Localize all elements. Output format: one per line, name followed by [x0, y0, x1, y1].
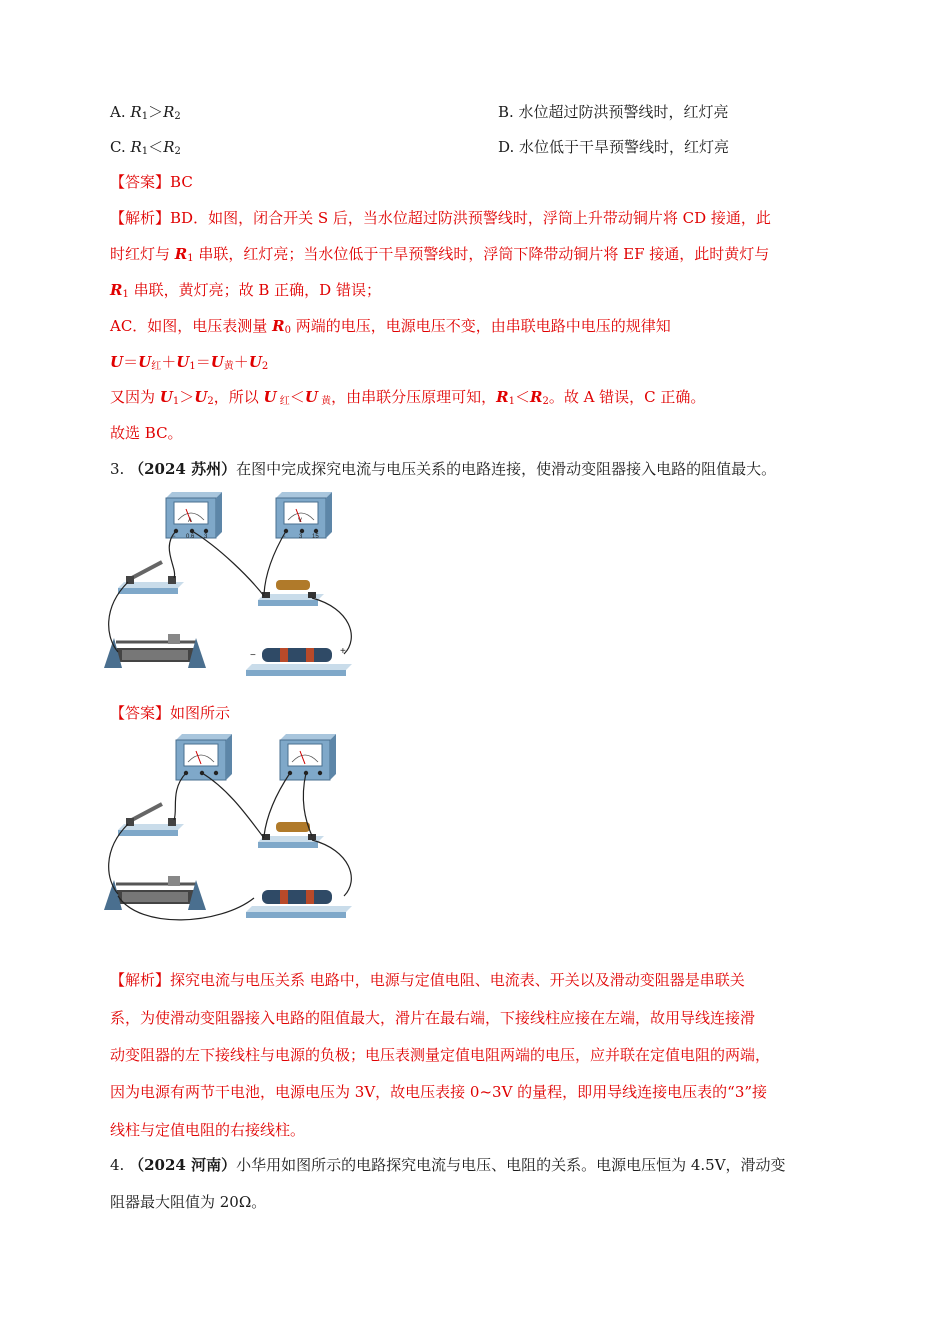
rheostat [104, 634, 206, 668]
fixed-resistor [258, 580, 324, 606]
svg-text:3: 3 [299, 534, 303, 540]
q3-question: 3. （2024 苏州）在图中完成探究电流与电压关系的电路连接，使滑动变阻器接入电路的阻值最大。 [110, 460, 777, 478]
q2-analysis-line-2: 时红灯与 $R_1$ 串联，红灯亮；当水位低于干旱预警线时，浮筒下降带动铜片将 EF 接通，此时黄灯与 [110, 245, 770, 264]
svg-text:−: − [282, 534, 286, 540]
q2-analysis-line-6: 又因为 $U_1>U_2$，所以 U 红＜U 黄，由串联分压原理可知，$R_1<R_2$。故 A 错误，C 正确。 [110, 388, 706, 407]
q4-question-line-2: 阻器最大阻值为 20Ω。 [110, 1193, 267, 1211]
q3-analysis-line-2: 系，为使滑动变阻器接入电路的阻值最大，滑片在最右端，下接线柱应接在左端，故用导线连接滑 [110, 1009, 756, 1027]
answer-battery [246, 890, 352, 918]
battery [246, 646, 352, 676]
answer-ammeter [176, 734, 232, 780]
q2-answer: 【答案】BC [110, 173, 193, 191]
option-c: C. $R_1<R_2$ [110, 138, 181, 157]
q3-analysis-line-4: 因为电源有两节干电池，电源电压为 3V，故电压表接 0~3V 的量程，即用导线连接电压表的“3”接 [110, 1083, 768, 1101]
q3-analysis-line-3: 动变阻器的左下接线柱与电源的负极；电压表测量定值电阻两端的电压，应并联在定值电阻的两端， [110, 1046, 771, 1064]
q2-analysis-line-3: $R_1$ 串联，黄灯亮；故 B 正确，D 错误； [110, 281, 381, 300]
q2-conclusion: 故选 BC。 [110, 424, 183, 442]
ammeter-unit: A [188, 518, 193, 524]
answer-voltmeter [280, 734, 336, 780]
svg-text:V: V [298, 518, 303, 524]
svg-text:3: 3 [204, 534, 208, 540]
option-a: A. $R_1>R_2$ [110, 103, 181, 122]
option-d: D. 水位低于干旱预警线时，红灯亮 [498, 138, 730, 156]
q2-equation: U＝U红$+U_1=U$黄$+U_2$ [110, 353, 269, 372]
q3-analysis-line-5: 线柱与定值电阻的右接线柱。 [110, 1121, 306, 1139]
answer-rheostat [104, 876, 206, 910]
q2-analysis-line-1: 【解析】BD．如图，闭合开关 S 后，当水位超过防洪预警线时，浮筒上升带动铜片将 CD 接通，此 [110, 209, 771, 227]
svg-text:0.6: 0.6 [186, 534, 195, 540]
q3-circuit-figure [100, 488, 370, 688]
q3-analysis-line-1: 【解析】探究电流与电压关系 电路中，电源与定值电阻、电流表、开关以及滑动变阻器是串联关 [110, 971, 745, 989]
svg-text:15: 15 [312, 534, 319, 540]
svg-text:−: − [250, 650, 256, 661]
q3-answer-circuit-figure [100, 730, 370, 930]
q4-question-line-1: 4. （2024 河南）小华用如图所示的电路探究电流与电压、电阻的关系。电源电压恒为 4.5V，滑动变 [110, 1156, 786, 1174]
svg-text:+: + [340, 646, 346, 657]
q2-analysis-line-4: AC．如图，电压表测量 $R_0$ 两端的电压，电源电压不变，由串联电路中电压的规律知 [110, 317, 671, 336]
q3-answer: 【答案】如图所示 [110, 704, 231, 722]
answer-fixed-resistor [258, 822, 324, 848]
svg-text:−: − [172, 534, 176, 540]
option-b: B. 水位超过防洪预警线时，红灯亮 [498, 103, 729, 121]
